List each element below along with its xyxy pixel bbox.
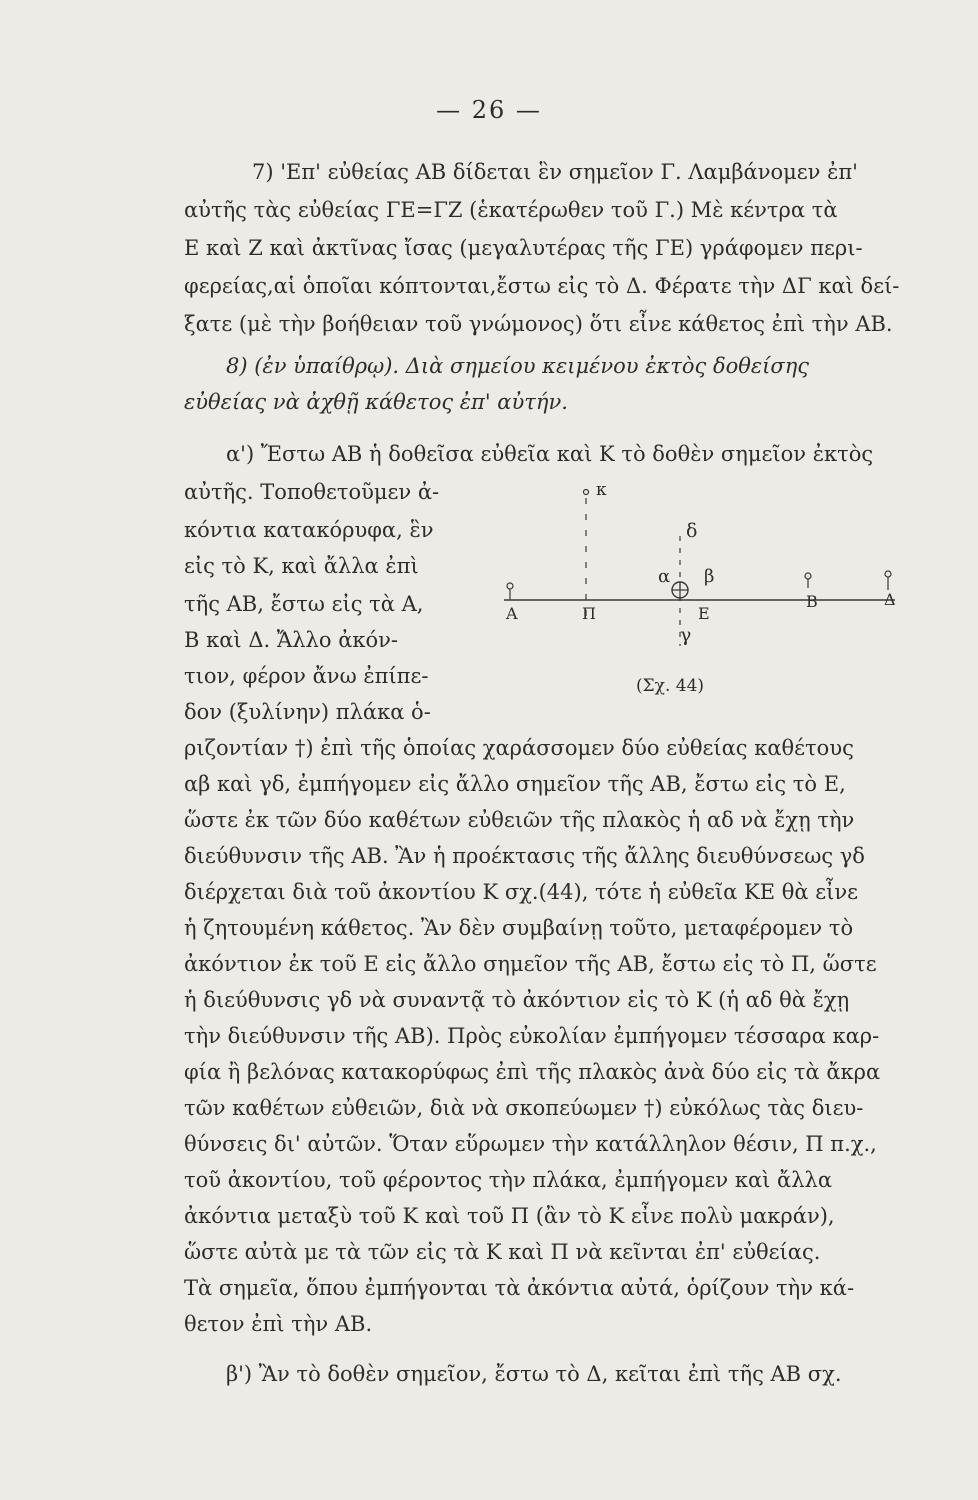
text-line-11: εἰς τὸ Κ, καὶ ἄλλα ἐπὶ: [184, 554, 419, 578]
text-line-5: ξατε (μὲ τὴν βοήθειαν τοῦ γνώμονος) ὅτι εἶνε κάθετος ἐπὶ τὴν ΑΒ.: [184, 312, 893, 336]
text-line-22: ἀκόντιον ἐκ τοῦ Ε εἰς ἄλλο σημεῖον τῆς ΑΒ, ἔστω εἰς τὸ Π, ὥστε: [184, 952, 877, 976]
text-line-27: θύνσεις δι' αὐτῶν. Ὅταν εὕρωμεν τὴν κατάλληλον θέσιν, Π π.χ.,: [184, 1132, 877, 1156]
text-line-13: Β καὶ Δ. Ἄλλο ἀκόν-: [184, 628, 398, 652]
text-line-23: ἡ διεύθυνσις γδ νὰ συναντᾷ τὸ ἀκόντιον εἰς τὸ Κ (ἡ αδ θὰ ἔχῃ: [184, 988, 850, 1012]
text-line-17: αβ καὶ γδ, ἐμπήγομεν εἰς ἄλλο σημεῖον τῆς ΑΒ, ἔστω εἰς τὸ Ε,: [184, 772, 846, 796]
page-number: — 26 —: [436, 96, 542, 124]
text-line-12: τῆς ΑΒ, ἔστω εἰς τὰ Α,: [184, 592, 424, 616]
text-line-25: φία ἢ βελόνας κατακορύφως ἐπὶ τῆς πλακὸς ἀνὰ δύο εἰς τὰ ἄκρα: [184, 1060, 881, 1084]
label-p: Π: [582, 604, 596, 623]
label-e: Ε: [698, 604, 710, 623]
label-delta-small: δ: [686, 520, 698, 542]
label-a: Α: [506, 604, 518, 623]
text-line-31: Τὰ σημεῖα, ὅπου ἐμπήγονται τὰ ἀκόντια αὐτά, ὁρίζουν τὴν κά-: [184, 1276, 855, 1300]
label-k: κ: [596, 480, 607, 500]
text-line-28: τοῦ ἀκοντίου, τοῦ φέροντος τὴν πλάκα, ἐμπήγομεν καὶ ἄλλα: [184, 1168, 833, 1192]
text-line-30: ὥστε αὐτὰ με τὰ τῶν εἰς τὰ Κ καὶ Π νὰ κεῖνται ἐπ' εὐθείας.: [184, 1240, 821, 1264]
text-line-15: δον (ξυλίνην) πλάκα ὁ-: [184, 700, 431, 724]
text-line-1: 7) 'Επ' εὐθείας ΑΒ δίδεται ἓν σημεῖον Γ. Λαμβάνομεν ἐπ': [252, 160, 858, 184]
text-line-16: ριζοντίαν †) ἐπὶ τῆς ὁποίας χαράσσομεν δύο εὐθείας καθέτους: [184, 736, 854, 760]
stake-a: [507, 583, 513, 600]
stake-b: [805, 573, 811, 588]
figure-44: [490, 478, 930, 708]
text-line-14: τιον, φέρον ἄνω ἐπίπε-: [184, 664, 429, 688]
text-line-19: διεύθυνσιν τῆς ΑΒ. Ἂν ἡ προέκτασις τῆς ἄλλης διευθύνσεως γδ: [184, 844, 865, 868]
label-beta: β: [704, 566, 715, 587]
text-line-32: θετον ἐπὶ τὴν ΑΒ.: [184, 1312, 373, 1336]
text-line-18: ὥστε ἐκ τῶν δύο καθέτων εὐθειῶν τῆς πλακὸς ἡ αδ νὰ ἔχῃ τὴν: [184, 808, 855, 832]
text-line-2: αὐτῆς τὰς εὐθείας ΓΕ=ΓΖ (ἑκατέρωθεν τοῦ Γ.) Μὲ κέντρα τὰ: [184, 198, 838, 222]
stake-d: [885, 571, 891, 590]
text-line-6: 8) (ἐν ὑπαίθρῳ). Διὰ σημείου κειμένου ἐκτὸς δοθείσης: [226, 354, 810, 378]
text-line-29: ἀκόντια μεταξὺ τοῦ Κ καὶ τοῦ Π (ἂν τὸ Κ εἶνε πολὺ μακράν),: [184, 1204, 835, 1228]
text-line-9: αὐτῆς. Τοποθετοῦμεν ἀ-: [184, 480, 440, 504]
label-gamma: γ: [680, 624, 692, 646]
text-line-3: Ε καὶ Ζ καὶ ἀκτῖνας ἴσας (μεγαλυτέρας τῆς ΓΕ) γράφομεν περι-: [184, 236, 863, 260]
text-line-21: ἡ ζητουμένη κάθετος. Ἂν δὲν συμβαίνῃ τοῦτο, μεταφέρομεν τὸ: [184, 916, 854, 940]
text-line-20: διέρχεται διὰ τοῦ ἀκοντίου Κ σχ.(44), τότε ἡ εὐθεῖα ΚΕ θὰ εἶνε: [184, 880, 858, 904]
figure-caption: (Σχ. 44): [636, 676, 705, 696]
text-line-10: κόντια κατακόρυφα, ἓν: [184, 518, 434, 542]
text-line-24: τὴν διεύθυνσιν τῆς ΑΒ). Πρὸς εὐκολίαν ἐμπήγομεν τέσσαρα καρ-: [184, 1024, 880, 1048]
label-b: Β: [806, 592, 818, 611]
text-line-26: τῶν καθέτων εὐθειῶν, διὰ νὰ σκοπεύωμεν †) εὐκόλως τὰς διευ-: [184, 1096, 864, 1120]
text-line-8: α') Ἔστω ΑΒ ἡ δοθεῖσα εὐθεῖα καὶ Κ τὸ δοθὲν σημεῖον ἐκτὸς: [226, 442, 874, 466]
text-line-33: β') Ἂν τὸ δοθὲν σημεῖον, ἔστω τὸ Δ, κεῖται ἐπὶ τῆς ΑΒ σχ.: [226, 1362, 842, 1386]
label-alpha: α: [658, 566, 671, 587]
text-line-4: φερείας,αἱ ὁποῖαι κόπτονται,ἔστω εἰς τὸ Δ. Φέρατε τὴν ΔΓ καὶ δεί-: [184, 274, 900, 298]
label-d: Δ: [884, 590, 896, 609]
text-line-7: εὐθείας νὰ ἀχθῇ κάθετος ἐπ' αὐτήν.: [184, 390, 568, 414]
stake-k: [584, 490, 589, 495]
